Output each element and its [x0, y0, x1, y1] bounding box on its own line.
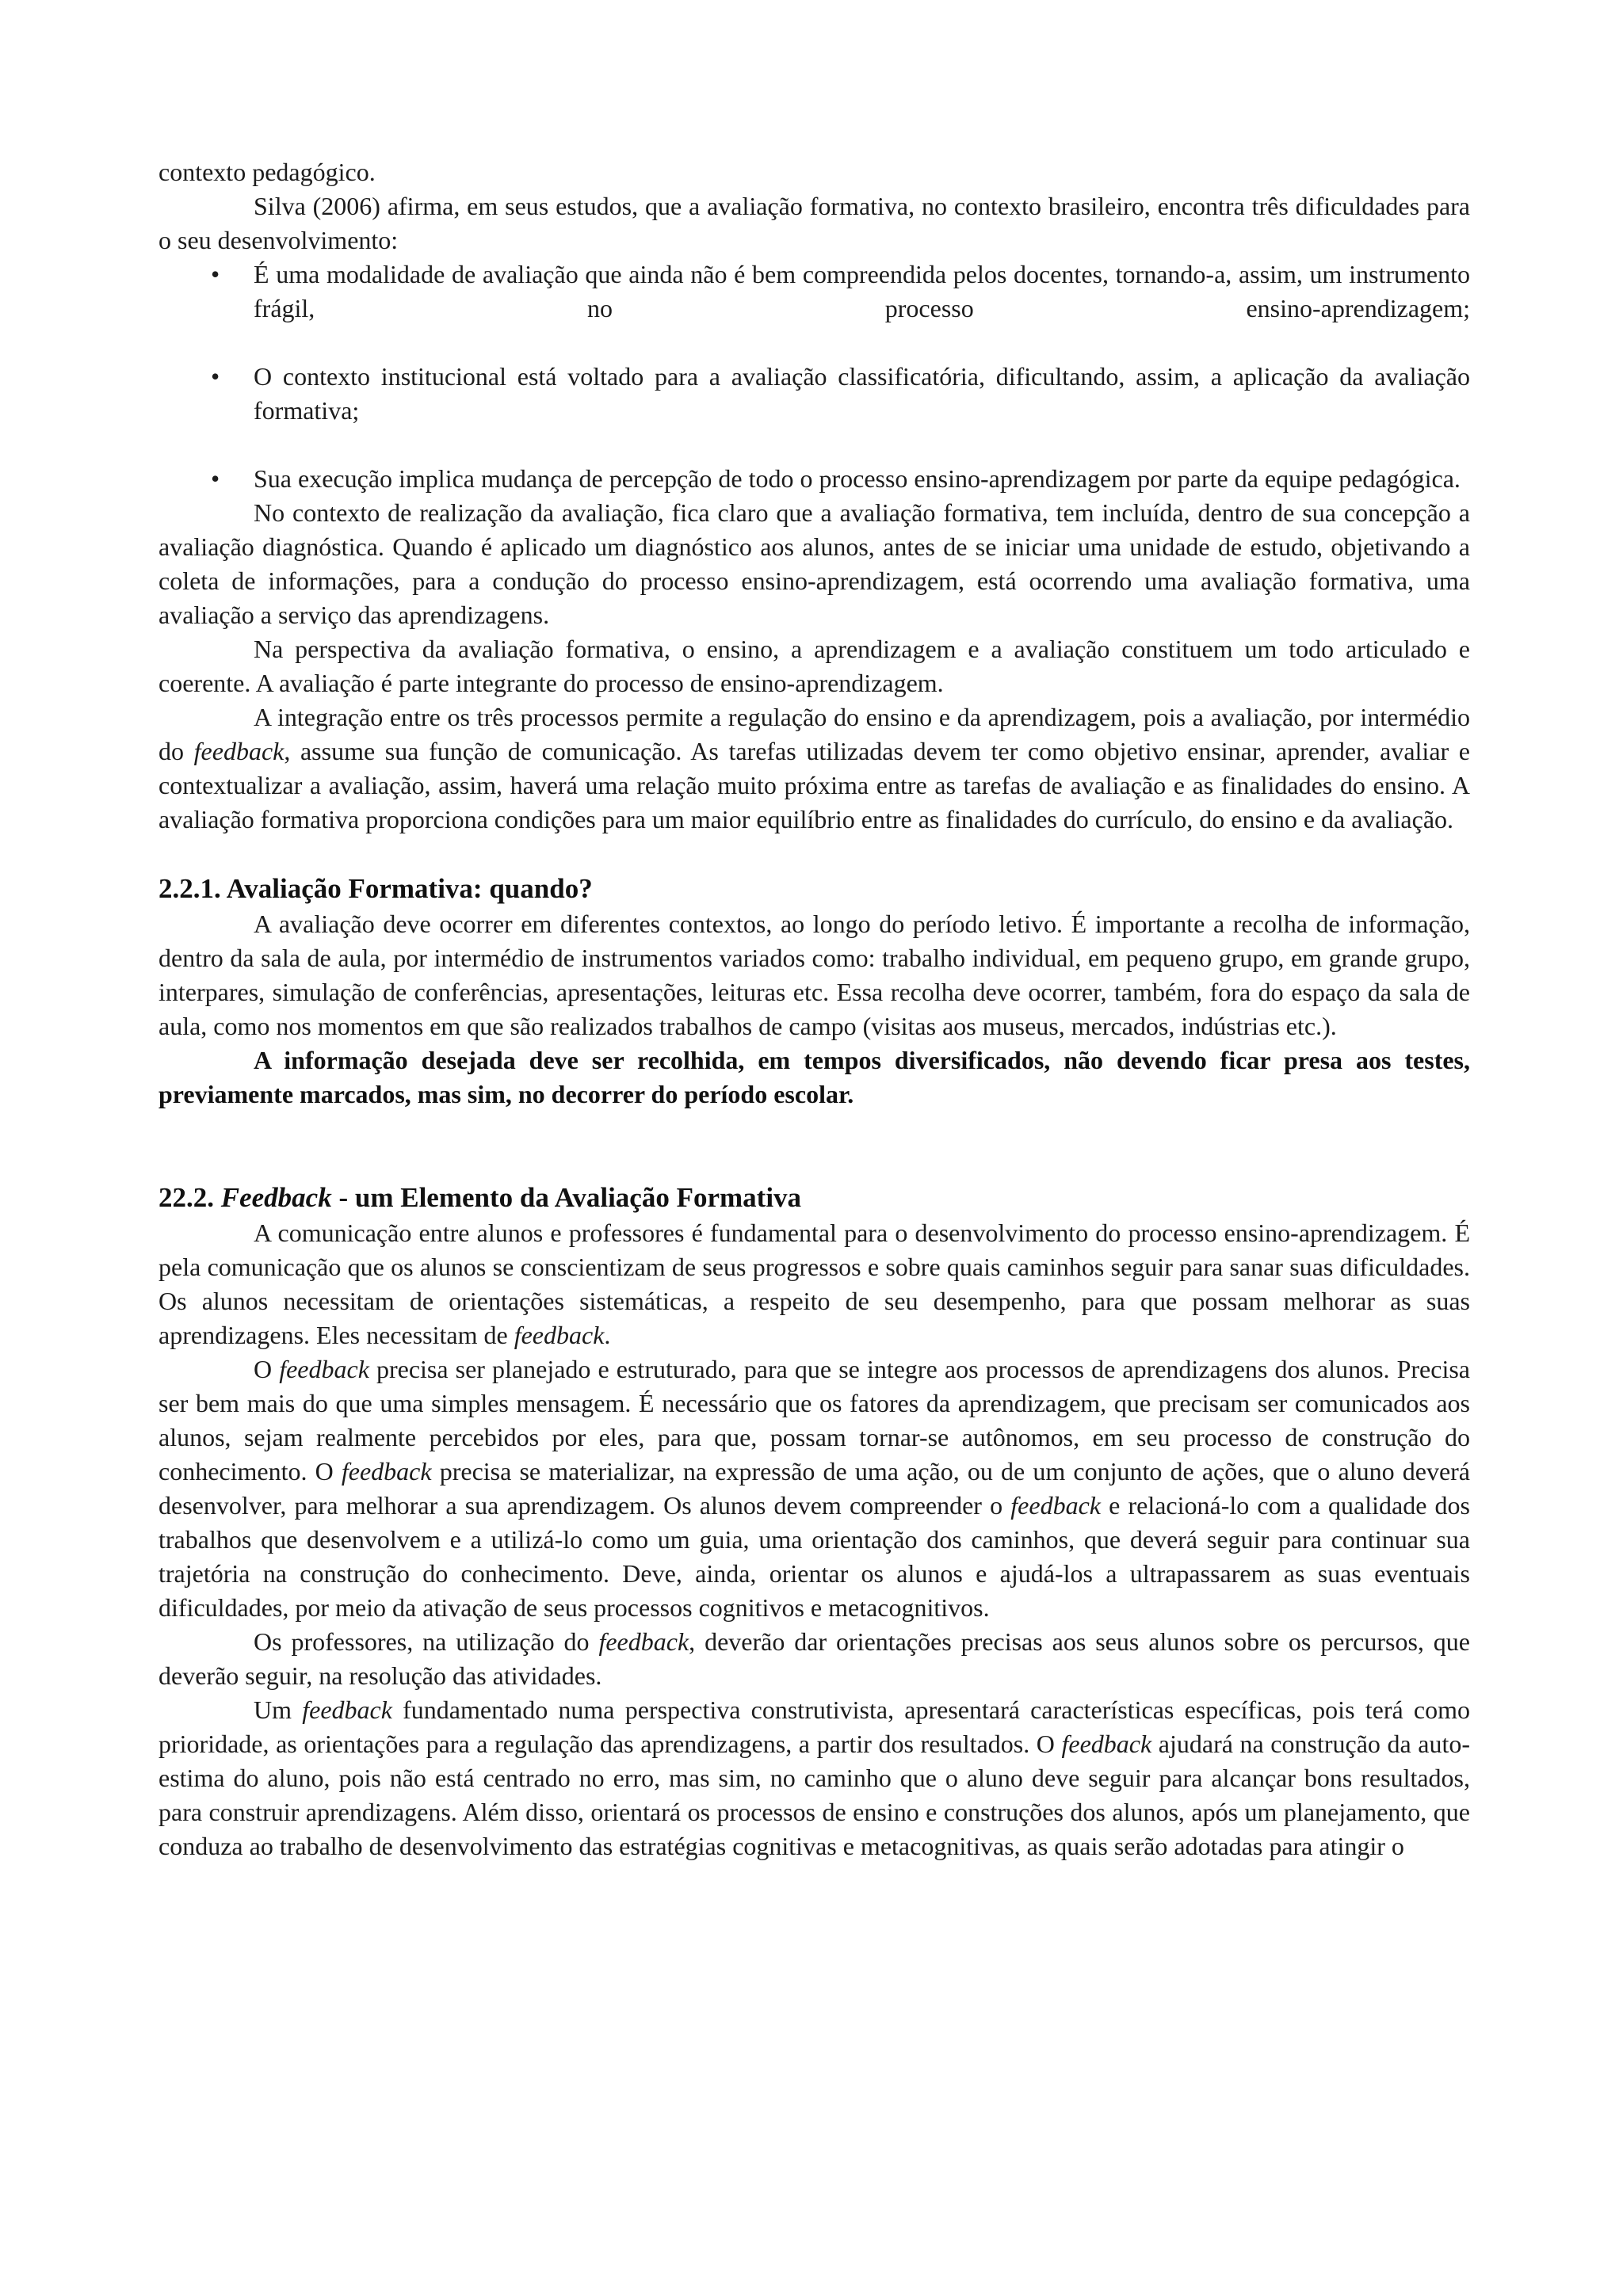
paragraph-constructivist: Um feedback fundamentado numa perspectiva construtivista, apresentará características específicas, pois terá como prioridade, as orientações para a regulação das aprendizagens, a partir dos resultados. O feedback ajudará na construção da auto-estima do aluno, pois não está centrado no erro, mas sim, no caminho que o aluno deve seguir para alcançar bons resultados, para construir aprendizagens. Além disso, orientará os processos de ensino e construções dos alunos, após um planejamento, que conduza ao trabalho de desenvolvimento das estratégias cognitivas e metacognitivas, as quais serão adotadas para atingir o: [158, 1695, 1470, 1860]
paragraph-teachers: Os professores, na utilização do feedback, deverão dar orientações precisas aos seus alunos sobre os percursos, que deverão seguir, na resolução das atividades.: [158, 1627, 1471, 1690]
list-item: • É uma modalidade de avaliação que ainda não é bem compreendida pelos docentes, tornando-a, assim, um instrumento frágil, no processo ensino-aprendizagem;: [158, 257, 1470, 326]
difficulties-list: [158, 257, 1470, 496]
list-item: • Sua execução implica mudança de percepção de todo o processo ensino-aprendizagem por parte da equipe pedagógica.: [158, 462, 1470, 496]
bullet-icon: •: [211, 464, 220, 493]
section-heading-when: 2.2.1. Avaliação Formativa: quando?: [158, 873, 593, 904]
paragraph-diagnostic: No contexto de realização da avaliação, fica claro que a avaliação formativa, tem incluída, dentro de sua concepção a avaliação diagnóstica. Quando é aplicado um diagnóstico aos alunos, antes de se iniciar uma unidade de estudo, objetivando a coleta de informações, para a condução do processo ensino-aprendizagem, está ocorrendo uma avaliação formativa, uma avaliação a serviço das aprendizagens.: [158, 498, 1470, 629]
list-item: • O contexto institucional está voltado para a avaliação classificatória, dificultando, assim, a aplicação da avaliação formativa;: [158, 360, 1470, 428]
paragraph-integration: A integração entre os três processos permite a regulação do ensino e da aprendizagem, pois a avaliação, por intermédio do feedback, assume sua função de comunicação. As tarefas utilizadas devem ter como objetivo ensinar, aprender, avaliar e contextualizar a avaliação, assim, haverá uma relação muito próxima entre as tarefas de avaliação e as finalidades do ensino. A avaliação formativa proporciona condições para um maior equilíbrio entre as finalidades do currículo, do ensino e da avaliação.: [158, 703, 1471, 833]
paragraph-contexts: A avaliação deve ocorrer em diferentes contextos, ao longo do período letivo. É importante a recolha de informação, dentro da sala de aula, por intermédio de instrumentos variados como: trabalho individual, em pequeno grupo, em grande grupo, interpares, simulação de conferências, apresentações, leituras etc. Essa recolha deve ocorrer, também, fora do espaço da sala de aula, como nos momentos em que são realizados trabalhos de campo (visitas aos museus, mercados, indústrias etc.).: [158, 910, 1470, 1040]
bullet-icon: •: [211, 260, 220, 288]
section-heading-feedback: 22.2. Feedback - um Elemento da Avaliação Formativa: [158, 1182, 802, 1213]
paragraph-communication: A comunicação entre alunos e professores é fundamental para o desenvolvimento do processo ensino-aprendizagem. É pela comunicação que os alunos se conscientizam de seus progressos e sobre quais caminhos seguir para sanar suas dificuldades. Os alunos necessitam de orientações sistemáticas, a respeito de seu desempenho, para que possam melhorar as suas aprendizagens. Eles necessitam de feedback.: [158, 1219, 1470, 1349]
paragraph-silva-intro: Silva (2006) afirma, em seus estudos, que a avaliação formativa, no contexto brasileiro, encontra três dificuldades para o seu desenvolvimento:: [158, 192, 1470, 254]
paragraph-perspective: Na perspectiva da avaliação formativa, o ensino, a aprendizagem e a avaliação constituem um todo articulado e coerente. A avaliação é parte integrante do processo de ensino-aprendizagem.: [158, 635, 1470, 697]
bullet-icon: •: [211, 362, 220, 391]
document-page: [158, 155, 1470, 1863]
paragraph-feedback-planning: O feedback precisa ser planejado e estruturado, para que se integre aos processos de aprendizagens dos alunos. Precisa ser bem mais do que uma simples mensagem. É necessário que os fatores da aprendizagem, que precisam ser comunicados aos alunos, sejam realmente percebidos por eles, para que, possam tornar-se autônomos, em seu processo de construção do conhecimento. O feedback precisa se materializar, na expressão de uma ação, ou de um conjunto de ações, que o aluno deverá desenvolver, para melhorar a sua aprendizagem. Os alunos devem compreender o feedback e relacioná-lo com a qualidade dos trabalhos que desenvolvem e a utilizá-lo como um guia, uma orientação dos caminhos, que deverá seguir para continuar sua trajetória na construção do conhecimento. Deve, ainda, orientar os alunos e ajudá-los a ultrapassarem as suas eventuais dificuldades, por meio da ativação de seus processos cognitivos e metacognitivos.: [158, 1355, 1471, 1622]
paragraph-continuation: contexto pedagógico.: [158, 158, 376, 186]
paragraph-bold-emphasis: A informação desejada deve ser recolhida, em tempos diversificados, não devendo ficar presa aos testes, previamente marcados, mas sim, no decorrer do período escolar.: [158, 1046, 1470, 1108]
